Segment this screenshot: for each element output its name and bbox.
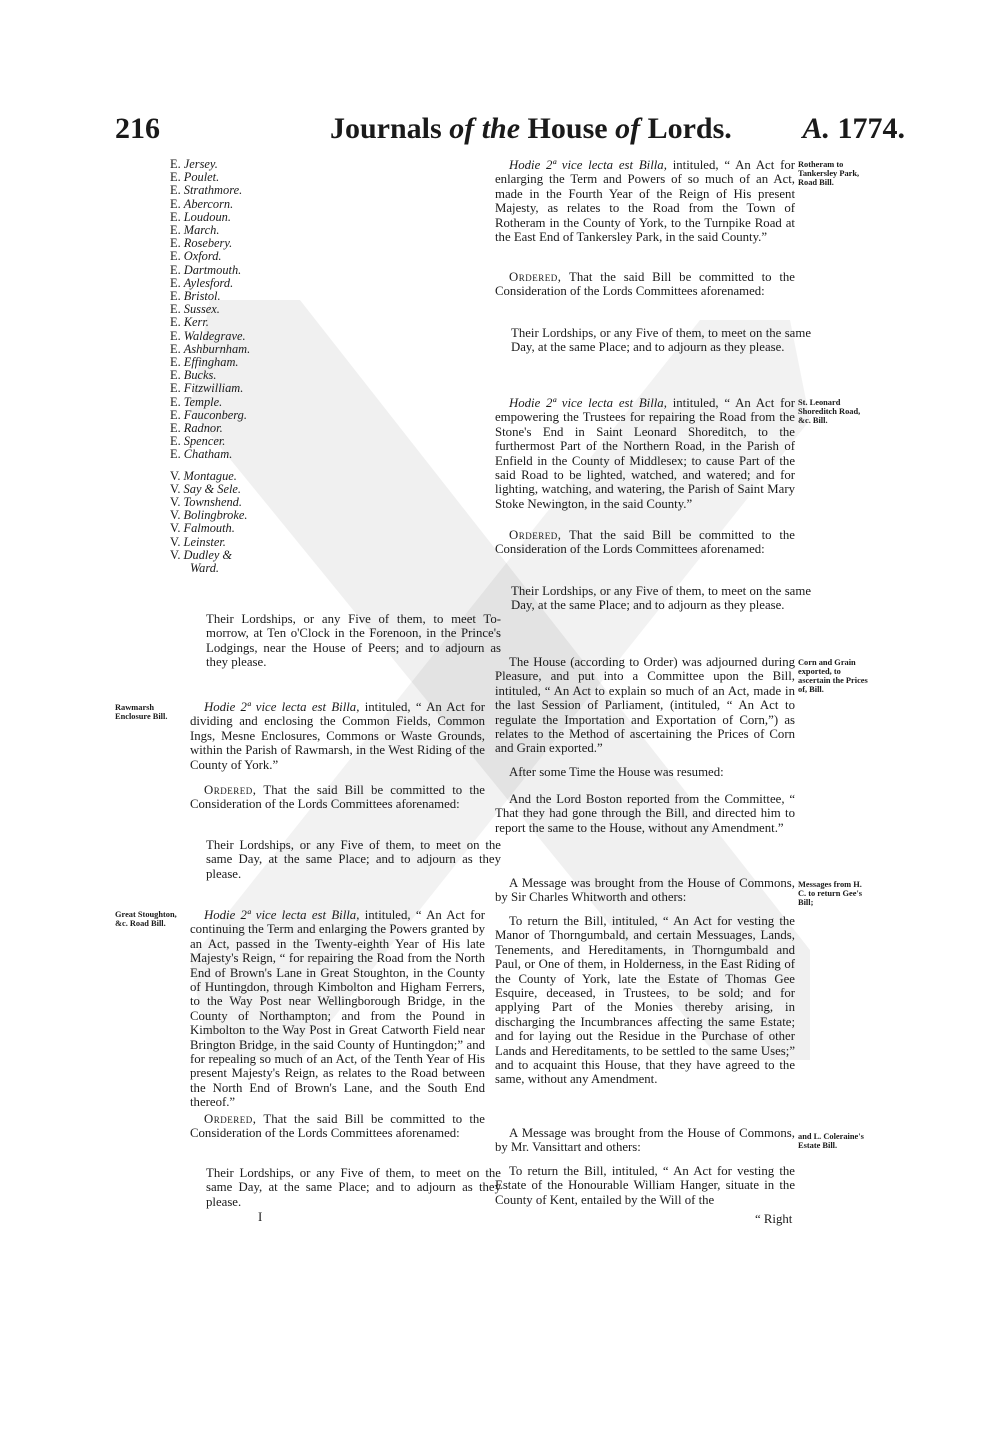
peer-earl: E. Effingham. (170, 355, 239, 370)
peer-earl: E. Oxford. (170, 249, 222, 264)
ordered-paragraph: Ordered, That the said Bill be committed to the Consideration of the Lords Committees aforenamed: (495, 270, 795, 299)
margin-note: Rawmarsh Enclosure Bill. (115, 703, 168, 721)
peer-earl: E. Aylesford. (170, 275, 234, 290)
peer-earl: E. Dartmouth. (170, 262, 242, 277)
committee-paragraph: The House (according to Order) was adjourned during Pleasure, and put into a Committee upon the Bill, intituled, “ An Act to explain so much of an Act, made in the last Session of Parliament, (intituled, “ An Act to regulate the Importation and Exportation of Corn,”) as relates to the Method of ascertaining the Prices of Corn and Grain exported.” (495, 655, 795, 756)
bill-reading-paragraph: Hodie 2ª vice lecta est Billa, intituled, “ An Act for continuing the Term and enlarging the Powers granted by an Act, passed in the Twenty-eighth Year of His late Majesty's Reign, “ for repairing the Road from the North End of Brown's Lane in Great Stoughton, in the County of Huntingdon, through Kimbolton and Higham Ferrers, to the Way Post near Wellingborough Bridge, in the County of Northampton; and from the Pound in Kimbolton to the Way Post in Great Catworth Field near Brington Bridge, in the said County of Huntingdon;” and for repealing so much of an Act, of the Tenth Year of His present Majesty's Reign, as relates to the Road between the North End of Brown's Lane, and the South End thereof.” (190, 908, 485, 1110)
bill-reading-paragraph: Hodie 2ª vice lecta est Billa, intituled, “ An Act for enlarging the Term and Powers of so much of an Act, made in the Fourth Year of the Reign of His present Majesty, as relates to the Road from the Town of Rotheram in the County of York, to the Turnpike Road at the East End of Tankersley Park, in the said County.” (495, 158, 795, 245)
bill-reading-paragraph: Hodie 2ª vice lecta est Billa, intituled, “ An Act for dividing and enclosing the Common Fields, Common Ings, Mesne Enclosures, Commons or Waste Grounds, within the Parish of Rawmarsh, in the West Riding of the County of York.” (190, 700, 485, 772)
peer-earl: E. Temple. (170, 394, 223, 409)
margin-note: and L. Coleraine's Estate Bill. (798, 1132, 864, 1150)
margin-note: St. Leonard Shoreditch Road, &c. Bill. (798, 398, 861, 425)
bill-reading-paragraph: Hodie 2ª vice lecta est Billa, intituled, “ An Act for empowering the Trustees for repairing the Road from the Stone's End in Saint Leonard Shoreditch, to the furthermost Part of the Northern Road, in the Parish of Enfield in the County of Middlesex; to cause Part of the said Road to be lighted, watched, and watered; and for lighting, watching, and watering, the Parish of Saint Mary Stoke Newington, in the said County.” (495, 396, 795, 511)
lordships-paragraph: Their Lordships, or any Five of them, to meet To-morrow, at Ten o'Clock in the Forenoon, in the Prince's Lodgings, near the House of Peers; and to adjourn as they please. (206, 612, 501, 670)
peer-earl: E. Fauconberg. (170, 407, 247, 422)
catchword: “ Right (755, 1212, 793, 1226)
peers-list (170, 158, 250, 575)
peer-earl: E. March. (170, 223, 220, 238)
lordships-paragraph: Their Lordships, or any Five of them, to meet on the same Day, at the same Place; and to adjourn as they please. (206, 838, 501, 881)
margin-note: Rotheram to Tankersley Park, Road Bill. (798, 160, 860, 187)
return-bill-paragraph: To return the Bill, intituled, “ An Act for vesting the Estate of the Honourable William Hanger, situate in the County of Kent, entailed by the Will of the (495, 1164, 795, 1207)
peer-viscount: V. Bolingbroke. (170, 508, 248, 523)
lordships-paragraph: Their Lordships, or any Five of them, to meet on the same Day, at the same Place; and to adjourn as they please. (511, 584, 811, 613)
lordships-paragraph: Their Lordships, or any Five of them, to meet on the same Day, at the same Place; and to adjourn as they please. (511, 326, 811, 355)
journal-title: Journals of the House of Lords. (330, 112, 732, 145)
peer-earl: E. Ashburnham. (170, 341, 251, 356)
peer-earl: E. Radnor. (170, 421, 223, 436)
resumed-paragraph: After some Time the House was resumed: (509, 765, 724, 779)
peer-earl: E. Spencer. (170, 434, 226, 449)
peer-earl: E. Bucks. (170, 368, 217, 383)
peer-earl: E. Waldegrave. (170, 328, 246, 343)
margin-note: Great Stoughton, &c. Road Bill. (115, 910, 177, 928)
peer-earl: E. Bristol. (170, 289, 221, 304)
ordered-paragraph: Ordered, That the said Bill be committed to the Consideration of the Lords Committees aforenamed: (495, 528, 795, 557)
ordered-paragraph: Ordered, That the said Bill be committed to the Consideration of the Lords Committees aforenamed: (190, 1112, 485, 1141)
report-paragraph: And the Lord Boston reported from the Committee, “ That they had gone through the Bill, and directed him to report the same to the House, without any Amendment.” (495, 792, 795, 835)
year: A. 1774. (802, 112, 905, 145)
return-bill-paragraph: To return the Bill, intituled, “ An Act for vesting the Manor of Thorngumbald, and certain Messuages, Lands, Tenements, and Hereditaments, in Thorngumbald and Paul, or One of them, in Holderness, in the East Riding of the County of York, late the Estate of Thomas Gee Esquire, deceased, in Trustees, to be sold; and for applying Part of the Monies thereby arising, in discharging the Incumbrances affecting the same Estate; and for laying out the Residue in the Purchase of other Lands and Hereditaments, to be settled to the same Uses;” and to acquaint this House, that they have agreed to the same, without any Amendment. (495, 914, 795, 1087)
peer-viscount: V. Falmouth. (170, 521, 235, 536)
peer-earl: E. Fitzwilliam. (170, 381, 244, 396)
ordered-paragraph: Ordered, That the said Bill be committed to the Consideration of the Lords Committees aforenamed: (190, 783, 485, 812)
peer-viscount: V. Say & Sele. (170, 481, 242, 496)
peer-earl: E. Strathmore. (170, 183, 243, 198)
signature-mark: I (258, 1210, 263, 1224)
margin-note: Corn and Grain exported, to ascertain the Prices of, Bill. (798, 658, 868, 694)
peer-viscount: V. Dudley & (170, 547, 233, 562)
peer-viscount: Ward. (190, 561, 220, 576)
running-header (115, 112, 905, 152)
message-paragraph: A Message was brought from the House of Commons, by Mr. Vansittart and others: (495, 1126, 795, 1155)
margin-note: Messages from H. C. to return Gee's Bill; (798, 880, 863, 907)
message-paragraph: A Message was brought from the House of Commons, by Sir Charles Whitworth and others: (495, 876, 795, 905)
peer-earl: E. Loudoun. (170, 209, 231, 224)
peer-earl: E. Kerr. (170, 315, 209, 330)
peer-viscount: V. Leinster. (170, 534, 226, 549)
peer-viscount: V. Montague. (170, 468, 237, 483)
peer-earl: E. Rosebery. (170, 236, 233, 251)
page-number: 216 (115, 112, 160, 145)
peer-earl: E. Poulet. (170, 170, 220, 185)
peer-earl: E. Abercorn. (170, 196, 234, 211)
peer-earl: E. Chatham. (170, 447, 233, 462)
peer-viscount: V. Townshend. (170, 495, 242, 510)
peer-earl: E. Sussex. (170, 302, 220, 317)
peer-earl: E. Jersey. (170, 157, 218, 171)
lordships-paragraph: Their Lordships, or any Five of them, to meet on the same Day, at the same Place; and to adjourn as they please. (206, 1166, 501, 1209)
